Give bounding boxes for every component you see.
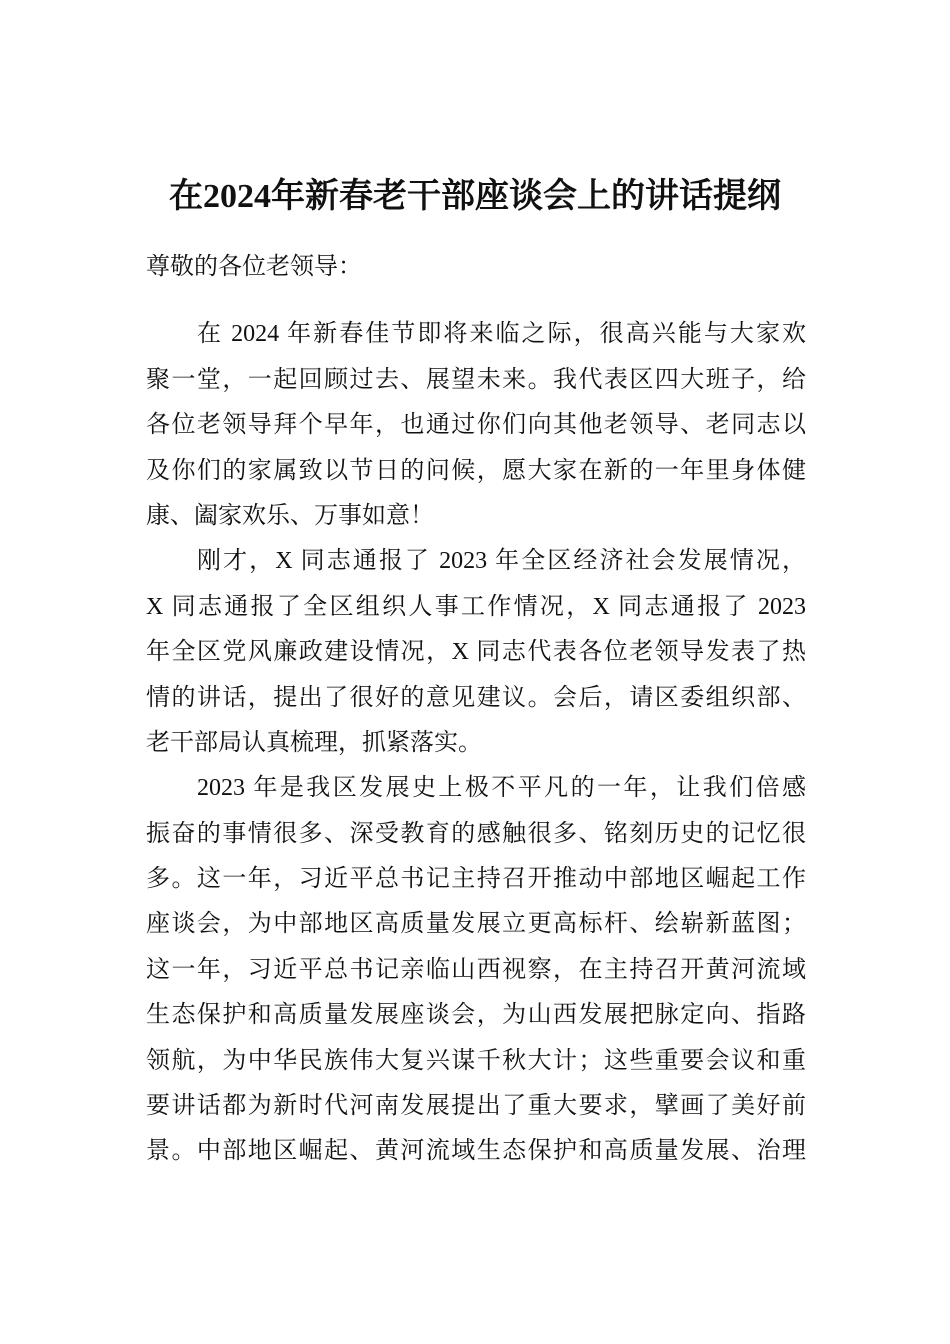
paragraph-line: 多。这一年，习近平总书记主持召开推动中部地区崛起工作	[146, 866, 806, 893]
paragraph-line: 各位老领导拜个早年，也通过你们向其他老领导、老同志以	[146, 412, 806, 439]
paragraph-line: 振奋的事情很多、深受教育的感触很多、铭刻历史的记忆很	[146, 820, 806, 847]
paragraph-line: 景。中部地区崛起、黄河流域生态保护和高质量发展、治理	[146, 1138, 806, 1165]
paragraph-line: 领航，为中华民族伟大复兴谋千秋大计；这些重要会议和重	[146, 1047, 806, 1074]
paragraph-line: 聚一堂，一起回顾过去、展望未来。我代表区四大班子，给	[146, 366, 806, 393]
paragraph-line: X 同志通报了全区组织人事工作情况，X 同志通报了 2023	[146, 593, 806, 620]
paragraph-line: 康、阖家欢乐、万事如意！	[146, 502, 434, 529]
paragraph	[146, 312, 806, 539]
document-title: 在2024年新春老干部座谈会上的讲话提纲	[169, 178, 781, 215]
paragraph-line: 在 2024 年新春佳节即将来临之际，很高兴能与大家欢	[197, 321, 806, 348]
paragraph-line: 要讲话都为新时代河南发展提出了重大要求，擘画了美好前	[146, 1093, 806, 1120]
paragraph	[146, 766, 806, 1175]
greeting: 尊敬的各位老领导：	[146, 254, 362, 280]
paragraph-line: 年全区党风廉政建设情况，X 同志代表各位老领导发表了热	[146, 639, 806, 666]
paragraph-line: 刚才，X 同志通报了 2023 年全区经济社会发展情况，	[197, 548, 806, 575]
paragraph-line: 2023 年是我区发展史上极不平凡的一年，让我们倍感	[197, 775, 806, 802]
paragraph-line: 这一年，习近平总书记亲临山西视察，在主持召开黄河流域	[146, 956, 806, 983]
paragraph-line: 情的讲话，提出了很好的意见建议。会后，请区委组织部、	[146, 684, 806, 711]
paragraph-line: 生态保护和高质量发展座谈会，为山西发展把脉定向、指路	[146, 1002, 806, 1029]
paragraph-line: 及你们的家属致以节日的问候，愿大家在新的一年里身体健	[146, 457, 806, 484]
paragraph-line: 座谈会，为中部地区高质量发展立更高标杆、绘崭新蓝图；	[146, 911, 806, 938]
document-body	[146, 245, 806, 1175]
paragraph-line: 老干部局认真梳理，抓紧落实。	[146, 729, 482, 756]
paragraph	[146, 539, 806, 766]
